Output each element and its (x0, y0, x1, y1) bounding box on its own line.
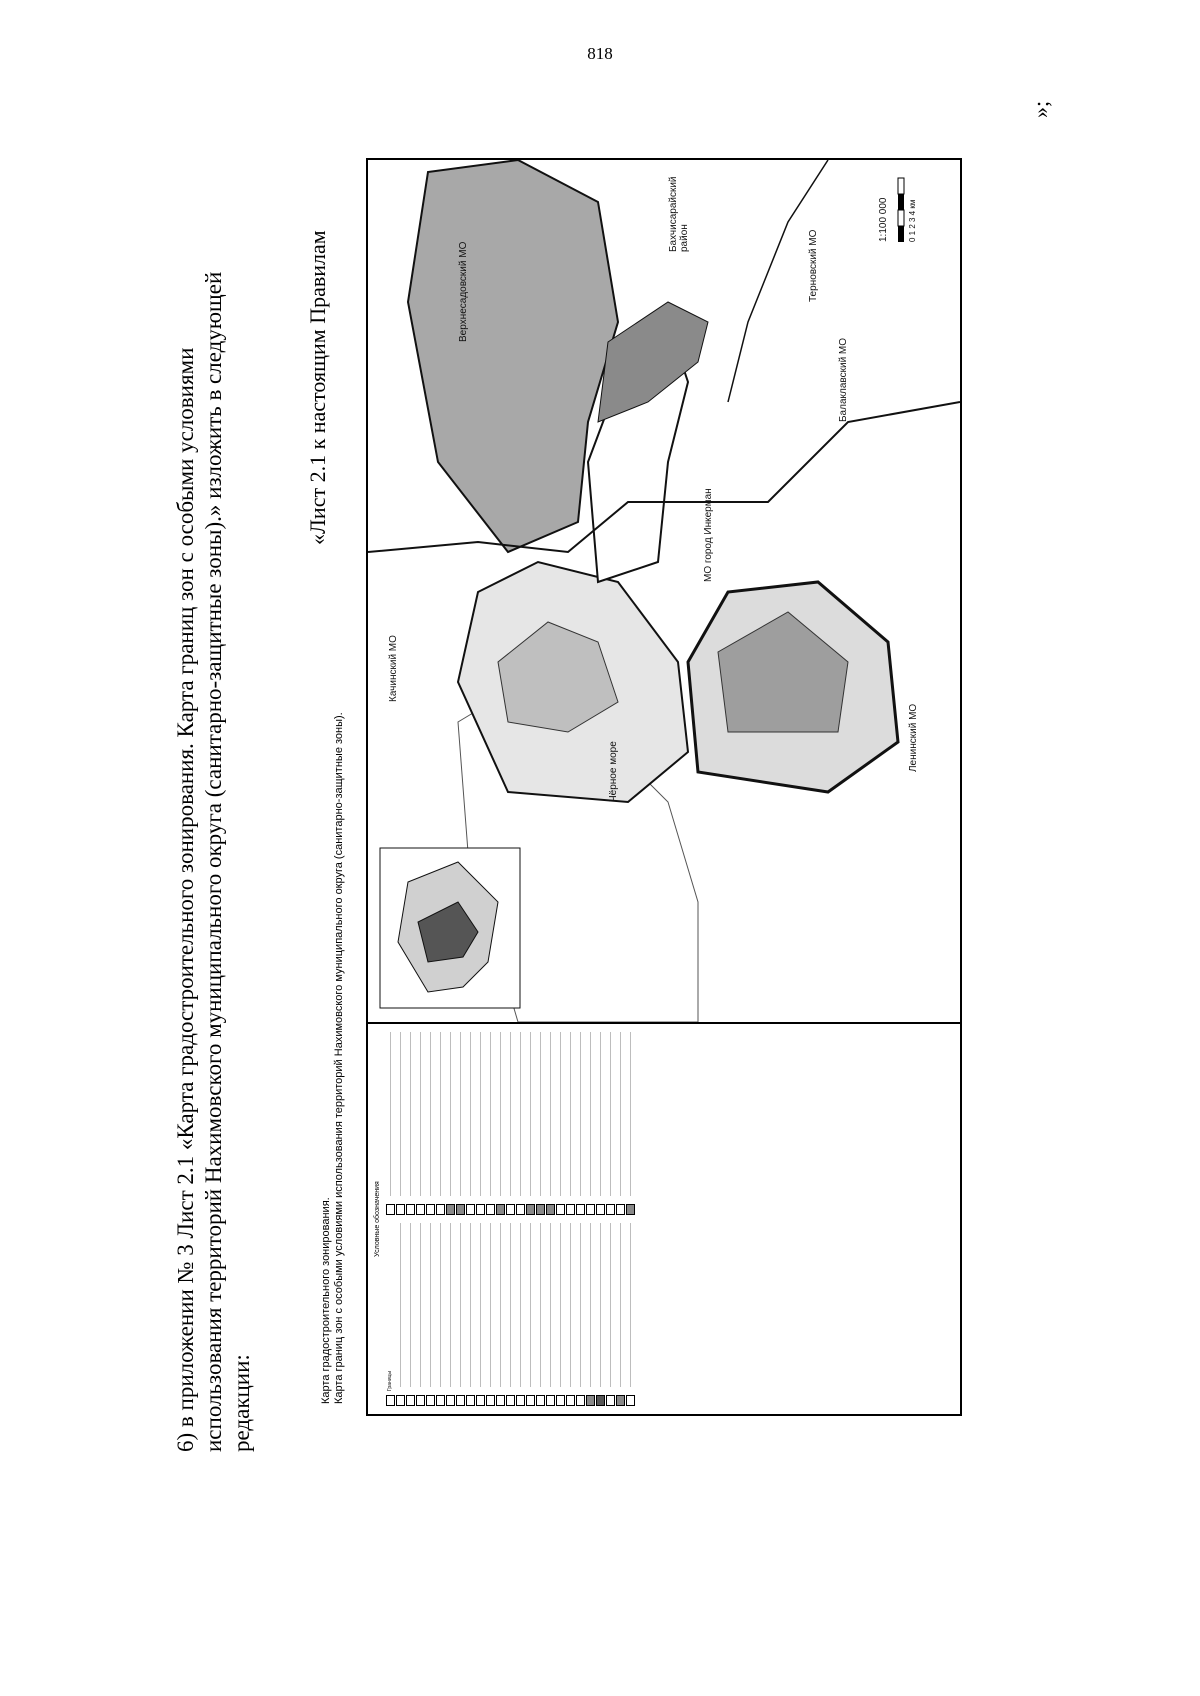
scale-bar-light-1 (898, 210, 904, 226)
paragraph-line-1: 6) в приложении № 3 Лист 2.1 «Карта градостроительного зонирования. Карта границ зон с особыми условиями (173, 347, 198, 1452)
legend-item (505, 1032, 515, 1215)
legend-item (405, 1032, 415, 1215)
legend-swatch (436, 1204, 445, 1215)
legend-item (475, 1223, 485, 1406)
legend-item-text-placeholder (440, 1223, 441, 1387)
closing-mark: »; (1028, 100, 1053, 118)
legend-item-text-placeholder (430, 1032, 431, 1196)
paragraph-line-2: использования территорий Нахимовского муниципального округа (санитарно-защитные зоны).» изложить в следующей (201, 271, 226, 1452)
scale-tick: 3 (908, 215, 917, 222)
legend-swatch (576, 1204, 585, 1215)
legend-swatch (626, 1204, 635, 1215)
legend-item (395, 1032, 405, 1215)
legend-item (625, 1032, 635, 1215)
map-label-inkerman: МО город Инкерман (703, 488, 714, 582)
map-label-balaklavsky: Балаклавский МО (838, 337, 849, 422)
legend-swatch (606, 1395, 615, 1406)
legend-swatch (526, 1395, 535, 1406)
legend-swatch (486, 1204, 495, 1215)
legend-item-text-placeholder (400, 1032, 401, 1196)
legend-swatch (566, 1204, 575, 1215)
legend-item (605, 1032, 615, 1215)
scale-tick: 0 (908, 235, 917, 242)
legend-item (455, 1223, 465, 1406)
legend-item (605, 1223, 615, 1406)
legend-item-text-placeholder (420, 1223, 421, 1387)
legend-swatch (556, 1395, 565, 1406)
legend-item (575, 1032, 585, 1215)
legend-item (545, 1032, 555, 1215)
legend-item-text-placeholder (550, 1032, 551, 1196)
legend-item (425, 1223, 435, 1406)
scale-tick: 2 (908, 221, 917, 229)
legend-swatch (406, 1395, 415, 1406)
legend-swatch (566, 1395, 575, 1406)
legend-swatch (456, 1395, 465, 1406)
legend-item-text-placeholder (590, 1032, 591, 1196)
legend-item (575, 1223, 585, 1406)
legend-item (515, 1223, 525, 1406)
legend-item-label: Границы (387, 1371, 393, 1391)
legend-item (435, 1032, 445, 1215)
legend-swatch (586, 1395, 595, 1406)
legend-swatch (396, 1204, 405, 1215)
legend-item-text-placeholder (560, 1223, 561, 1387)
map-titles (320, 712, 346, 1404)
legend-columns (385, 1032, 635, 1406)
map-label-leninsky: Ленинский МО (908, 703, 919, 772)
legend-item (585, 1223, 595, 1406)
legend-item-text-placeholder (520, 1032, 521, 1196)
paragraph-line-3: редакции: (229, 1354, 254, 1452)
legend-item (515, 1032, 525, 1215)
legend-item-text-placeholder (470, 1032, 471, 1196)
map-label-ternovsky: Терновский МО (808, 229, 819, 302)
map-drawing (368, 160, 960, 1022)
legend-swatch (616, 1204, 625, 1215)
scale-tick: 1 (908, 228, 917, 236)
legend-item (445, 1032, 455, 1215)
legend-item-text-placeholder (390, 1032, 391, 1196)
legend-item (385, 1032, 395, 1215)
legend-item (485, 1223, 495, 1406)
legend-swatch (446, 1395, 455, 1406)
legend-swatch (456, 1204, 465, 1215)
map-frame (366, 158, 962, 1416)
legend-title: Условные обозначения (374, 1181, 381, 1257)
legend-item (415, 1032, 425, 1215)
legend-swatch (476, 1395, 485, 1406)
map-label-black-sea: Чёрное море (608, 741, 619, 802)
legend-item (425, 1032, 435, 1215)
legend-swatch (436, 1395, 445, 1406)
scale-ticks (908, 162, 917, 242)
legend-item (415, 1223, 425, 1406)
legend-swatch (426, 1395, 435, 1406)
legend-item-text-placeholder (450, 1032, 451, 1196)
scale-label: 1:100 000 (878, 197, 889, 242)
legend-swatch (586, 1204, 595, 1215)
legend-item (565, 1032, 575, 1215)
legend-item (465, 1032, 475, 1215)
legend-swatch (576, 1395, 585, 1406)
legend-swatch (596, 1204, 605, 1215)
legend-item-text-placeholder (560, 1032, 561, 1196)
legend-item (525, 1223, 535, 1406)
legend-item (615, 1223, 625, 1406)
legend-item-text-placeholder (530, 1223, 531, 1387)
legend-item (555, 1223, 565, 1406)
legend-item-text-placeholder (470, 1223, 471, 1387)
legend-item-text-placeholder (510, 1223, 511, 1387)
legend-item-text-placeholder (630, 1223, 631, 1387)
legend-item (595, 1032, 605, 1215)
legend-item-text-placeholder (410, 1223, 411, 1387)
legend-item-text-placeholder (630, 1032, 631, 1196)
map-label-kachinsky: Качинский МО (388, 635, 399, 702)
legend-swatch (416, 1204, 425, 1215)
legend-swatch (536, 1204, 545, 1215)
legend-swatch (596, 1395, 605, 1406)
legend-item-text-placeholder (510, 1032, 511, 1196)
legend-item-text-placeholder (600, 1223, 601, 1387)
sheet-caption: «Лист 2.1 к настоящим Правилам (305, 230, 330, 545)
legend-item-text-placeholder (500, 1032, 501, 1196)
map-frame-wrapper (366, 162, 958, 1416)
legend-swatch (616, 1395, 625, 1406)
legend-item-text-placeholder (500, 1223, 501, 1387)
scale-tick: 4 (908, 208, 917, 216)
legend-item-text-placeholder (620, 1032, 621, 1196)
legend-swatch (516, 1204, 525, 1215)
legend-item (615, 1032, 625, 1215)
legend-swatch (496, 1395, 505, 1406)
paragraph-block (172, 272, 256, 1452)
legend-item (535, 1223, 545, 1406)
legend-item (525, 1032, 535, 1215)
legend-swatch (486, 1395, 495, 1406)
legend-column (385, 1032, 635, 1215)
map-title-2: Карта границ зон с особыми условиями использования территорий Нахимовского муниципального округа (санитарно-защитные зоны). (333, 712, 345, 1404)
legend-item (485, 1032, 495, 1215)
legend-swatch (406, 1204, 415, 1215)
legend-swatch (426, 1204, 435, 1215)
legend-item (475, 1032, 485, 1215)
legend-item-text-placeholder (580, 1223, 581, 1387)
legend-swatch (476, 1204, 485, 1215)
legend-item (405, 1223, 415, 1406)
legend-item-text-placeholder (460, 1223, 461, 1387)
legend-item-text-placeholder (550, 1223, 551, 1387)
legend-item (595, 1223, 605, 1406)
legend-swatch (446, 1204, 455, 1215)
legend-swatch (466, 1204, 475, 1215)
legend-item (435, 1223, 445, 1406)
legend-column (385, 1223, 635, 1406)
legend-swatch (396, 1395, 405, 1406)
legend-item-text-placeholder (610, 1032, 611, 1196)
legend-item-text-placeholder (450, 1223, 451, 1387)
legend-item-text-placeholder (410, 1032, 411, 1196)
legend-swatch (466, 1395, 475, 1406)
scale-bar-light-2 (898, 178, 904, 194)
legend-item (625, 1223, 635, 1406)
legend-item-text-placeholder (490, 1223, 491, 1387)
legend-swatch (516, 1395, 525, 1406)
legend-swatch (506, 1204, 515, 1215)
legend-item-text-placeholder (580, 1032, 581, 1196)
map-legend (368, 1022, 960, 1414)
legend-item (495, 1223, 505, 1406)
legend-item (455, 1032, 465, 1215)
legend-item (495, 1032, 505, 1215)
legend-item-text-placeholder (490, 1032, 491, 1196)
map-label-verkhnesadovsky: Верхнесадовский МО (458, 241, 469, 342)
legend-swatch (506, 1395, 515, 1406)
legend-item-text-placeholder (520, 1223, 521, 1387)
legend-swatch (526, 1204, 535, 1215)
legend-item (585, 1032, 595, 1215)
legend-item (465, 1223, 475, 1406)
legend-item-text-placeholder (600, 1032, 601, 1196)
legend-swatch (386, 1395, 395, 1406)
map-area (368, 160, 960, 1022)
legend-item (555, 1032, 565, 1215)
legend-item-text-placeholder (430, 1223, 431, 1387)
legend-item-text-placeholder (530, 1032, 531, 1196)
legend-item (565, 1223, 575, 1406)
legend-swatch (416, 1395, 425, 1406)
legend-swatch (556, 1204, 565, 1215)
map-label-bakhchisaray: Бахчисарайский район (668, 176, 690, 252)
legend-item-text-placeholder (570, 1032, 571, 1196)
legend-item-text-placeholder (480, 1032, 481, 1196)
legend-swatch (546, 1395, 555, 1406)
legend-item (395, 1223, 405, 1406)
page-number: 818 (587, 44, 613, 63)
legend-swatch (626, 1395, 635, 1406)
map-title-1: Карта градостроительного зонирования. (320, 1197, 332, 1404)
scale-unit: км (908, 199, 917, 209)
legend-swatch (546, 1204, 555, 1215)
legend-swatch (386, 1204, 395, 1215)
legend-item-text-placeholder (400, 1223, 401, 1387)
legend-swatch (496, 1204, 505, 1215)
legend-swatch (536, 1395, 545, 1406)
legend-item (445, 1223, 455, 1406)
legend-item-text-placeholder (540, 1032, 541, 1196)
legend-item (385, 1223, 395, 1406)
legend-item-text-placeholder (440, 1032, 441, 1196)
legend-item-text-placeholder (420, 1032, 421, 1196)
legend-item-text-placeholder (570, 1223, 571, 1387)
legend-item-text-placeholder (480, 1223, 481, 1387)
legend-item (505, 1223, 515, 1406)
legend-item-text-placeholder (610, 1223, 611, 1387)
legend-item (535, 1032, 545, 1215)
legend-item-text-placeholder (620, 1223, 621, 1387)
legend-item-text-placeholder (460, 1032, 461, 1196)
legend-swatch (606, 1204, 615, 1215)
legend-item-text-placeholder (540, 1223, 541, 1387)
legend-item (545, 1223, 555, 1406)
legend-item-text-placeholder (590, 1223, 591, 1387)
